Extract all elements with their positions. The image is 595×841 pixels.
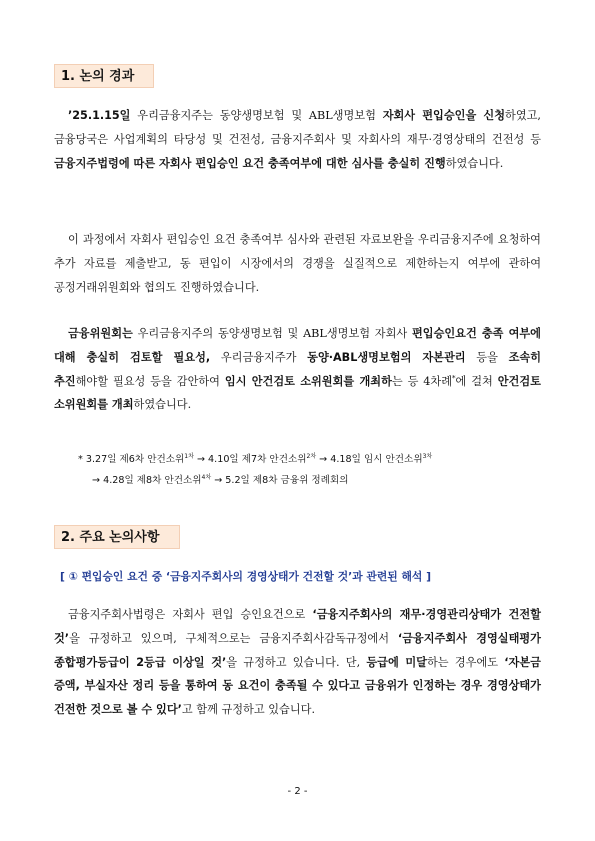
section-1-paragraph-2: 이 과정에서 자회사 편입승인 요건 충족여부 심사와 관련된 자료보완을 우리금융지주에 요청하여 추가 자료를 제출받고, 동 편입이 시장에서의 경쟁을 실질적으로 제한하는지 여부에 관하여 공정거래위원회와 협의도 진행하였습니다. — [54, 233, 541, 294]
section-2-heading — [54, 525, 180, 549]
section-1-paragraph-3: 금융위원회는 우리금융지주의 동양생명보험 및 ABL생명보험 자회사 편입승인요건 충족 여부에 대해 충실히 검토할 필요성, 우리금융지주가 동양·ABL생명보험의 자본관리 등을 조속히 추진해야할 필요성 등을 감안하여 임시 안건검토 소위원회를 개최하는 등 4차례*에 걸쳐 안건검토 소위원회를 개최하였습니다. — [54, 327, 541, 412]
footnote-schedule: * 3.27일 제6차 안건소위$^{1차}$ → 4.10일 제7차 안건소위$^{2차}$ → 4.18일 임시 안건소위$^{3차}$ → 4.28일 제8차 안건소위$^{4차}$ → 5.2일 제8차 금융위 정례회의 — [78, 452, 433, 486]
section-1-paragraph-1: ’25.1.15일 우리금융지주는 동양생명보험 및 ABL생명보험 자회사 편입승인을 신청하였고, 금융당국은 사업계획의 타당성 및 건전성, 금융지주회사 및 자회사의 재무·경영상태의 건전성 등 금융지주법령에 따른 자회사 편입승인 요건 충족여부에 대한 심사를 충실히 진행하였습니다. — [54, 109, 541, 170]
section-1-heading — [54, 64, 154, 88]
section-2-subheading: [ ① 편입승인 요건 중 ‘금융지주회사의 경영상태가 건전할 것’과 관련된 해석 ] — [60, 570, 432, 583]
section-1-title: 1. 논의 경과 — [61, 69, 135, 84]
section-2-paragraph-1: 금융지주회사법령은 자회사 편입 승인요건으로 ‘금융지주회사의 재무·경영관리상태가 건전할 것’을 규정하고 있으며, 구체적으로는 금융지주회사감독규정에서 ‘금융지주회사 경영실태평가 종합평가등급이 2등급 이상일 것’을 규정하고 있습니다. 단, 등급에 미달하는 경우에도 ‘자본금 증액, 부실자산 정리 등을 통하여 동 요건이 충족될 수 있다고 금융위가 인정하는 경우 경영상태가 건전한 것으로 볼 수 있다’고 함께 규정하고 있습니다. — [54, 608, 541, 717]
page-number: - 2 - — [287, 786, 308, 797]
section-2-title: 2. 주요 논의사항 — [61, 530, 160, 545]
